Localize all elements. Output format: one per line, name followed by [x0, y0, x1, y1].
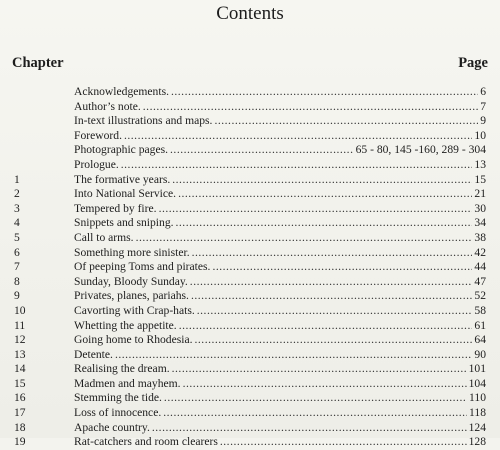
chapter-title: Stemming the tide. [74, 391, 162, 405]
page-number: 90 [474, 347, 486, 361]
chapter-title: In-text illustrations and maps. [74, 114, 213, 128]
chapter-title: Apache country. [74, 420, 150, 434]
chapter-title: Loss of innocence. [74, 406, 162, 420]
chapter-title: Going home to Rhodesia. [74, 333, 193, 347]
chapter-title: Sunday, Bloody Sunday. [74, 274, 188, 288]
page-number: 34 [474, 216, 486, 230]
toc-entry [0, 304, 500, 319]
chapter-number: 15 [14, 376, 26, 390]
chapter-title: Into National Service. [74, 187, 177, 201]
chapter-title: Madmen and mayhem. [74, 376, 181, 390]
toc-entry [0, 333, 500, 348]
toc-entry-line [74, 173, 486, 188]
page-number: 42 [474, 245, 486, 259]
toc-entry [0, 275, 500, 290]
toc-entry [0, 202, 500, 217]
chapter-number: 17 [14, 406, 26, 420]
toc-entry-line [74, 435, 486, 450]
page-number: 101 [468, 362, 486, 376]
toc-entry-line [74, 246, 486, 261]
chapter-title: Of peeping Toms and pirates. [74, 260, 211, 274]
chapter-number: 1 [14, 172, 20, 186]
dot-leader [163, 406, 467, 421]
page-number: 124 [468, 420, 486, 434]
chapter-number: 13 [14, 347, 26, 361]
toc-entry [0, 231, 500, 246]
chapter-number: 11 [14, 318, 26, 332]
chapter-number: 12 [14, 333, 26, 347]
toc-entry-line [74, 319, 486, 334]
toc-entry [0, 377, 500, 392]
dot-leader [190, 275, 473, 290]
chapter-number: 6 [14, 245, 20, 259]
toc-entry [0, 260, 500, 275]
page-number: 30 [474, 201, 486, 215]
toc-entry-line [74, 348, 486, 363]
toc-entry [0, 362, 500, 377]
toc-entry-line [74, 289, 486, 304]
chapter-number: 4 [14, 216, 20, 230]
toc-entry-line [74, 260, 486, 275]
dot-leader [115, 348, 472, 363]
chapter-number: 9 [14, 289, 20, 303]
chapter-title: Privates, planes, pariahs. [74, 289, 189, 303]
toc-entry [0, 289, 500, 304]
dot-leader [172, 173, 472, 188]
toc-entry-line [74, 362, 486, 377]
chapter-column-header: Chapter [12, 55, 64, 71]
toc-entry-line [74, 391, 486, 406]
toc-entry [0, 246, 500, 261]
toc-entry-line [74, 143, 486, 158]
dot-leader [179, 319, 473, 334]
page-number: 61 [474, 318, 486, 332]
toc-entry-line [74, 129, 486, 144]
chapter-title: Something more sinister. [74, 245, 190, 259]
chapter-number: 14 [14, 362, 26, 376]
chapter-number: 2 [14, 187, 20, 201]
page-number: 44 [474, 260, 486, 274]
chapter-number: 18 [14, 420, 26, 434]
dot-leader [124, 129, 472, 144]
toc-entry-line [74, 114, 486, 129]
page-number: 38 [474, 230, 486, 244]
chapter-title: Photographic pages. [74, 143, 169, 157]
toc-entry-line [74, 406, 486, 421]
chapter-title: Cavorting with Crap-hats. [74, 303, 195, 317]
toc-entry-line [74, 304, 486, 319]
chapter-number: 8 [14, 274, 20, 288]
toc-entry [0, 421, 500, 436]
toc-entry [0, 348, 500, 363]
chapter-title: Foreword. [74, 128, 122, 142]
dot-leader [183, 377, 467, 392]
toc-entry [0, 319, 500, 334]
page-number: 104 [468, 376, 486, 390]
chapter-number: 5 [14, 230, 20, 244]
chapter-number: 10 [14, 303, 26, 317]
chapter-title: Call to arms. [74, 230, 134, 244]
toc-entry [0, 129, 500, 144]
toc-entry [0, 158, 500, 173]
toc-entry-line [74, 216, 486, 231]
page-number: 47 [474, 274, 486, 288]
chapter-title: Tempered by fire. [74, 201, 157, 215]
toc-entry [0, 100, 500, 115]
dot-leader [164, 391, 467, 406]
toc-entry [0, 406, 500, 421]
dot-leader [176, 216, 473, 231]
chapter-number: 16 [14, 391, 26, 405]
chapter-number: 19 [14, 435, 26, 449]
page-number: 13 [474, 157, 486, 171]
toc-entry-line [74, 85, 486, 100]
toc-entry [0, 85, 500, 100]
toc-entry-line [74, 202, 486, 217]
dot-leader [192, 246, 473, 261]
dot-leader [159, 202, 473, 217]
toc-entry [0, 143, 500, 158]
toc-entry [0, 216, 500, 231]
chapter-title: Author’s note. [74, 99, 141, 113]
toc-entry-line [74, 158, 486, 173]
chapter-title: Prologue. [74, 157, 119, 171]
toc-entry-line [74, 377, 486, 392]
dot-leader [197, 304, 473, 319]
dot-leader [195, 333, 473, 348]
table-of-contents [0, 85, 500, 450]
dot-leader [178, 187, 472, 202]
chapter-title: Realising the dream. [74, 362, 170, 376]
toc-entry-line [74, 333, 486, 348]
dot-leader [191, 289, 472, 304]
page-number: 10 [474, 128, 486, 142]
page-number: 7 [480, 99, 486, 113]
dot-leader [136, 231, 473, 246]
toc-entry [0, 391, 500, 406]
page-number: 21 [474, 187, 486, 201]
toc-entry-line [74, 231, 486, 246]
page-title: Contents [216, 3, 284, 24]
toc-entry-line [74, 421, 486, 436]
page-number: 128 [468, 435, 486, 449]
toc-entry-line [74, 100, 486, 115]
dot-leader [214, 114, 478, 129]
page-number: 9 [480, 114, 486, 128]
toc-entry-line [74, 275, 486, 290]
page-number: 15 [474, 172, 486, 186]
page-number: 65 - 80, 145 -160, 289 - 304 [355, 143, 486, 157]
chapter-number: 3 [14, 201, 20, 215]
toc-entry [0, 435, 500, 450]
toc-entry [0, 187, 500, 202]
chapter-title: Whetting the appetite. [74, 318, 177, 332]
page-number: 52 [474, 289, 486, 303]
chapter-title: Snippets and sniping. [74, 216, 174, 230]
page-number: 58 [474, 303, 486, 317]
toc-entry-line [74, 187, 486, 202]
chapter-title: The formative years. [74, 172, 171, 186]
chapter-title: Detente. [74, 347, 113, 361]
page-column-header: Page [458, 55, 488, 71]
toc-entry [0, 173, 500, 188]
toc-entry [0, 114, 500, 129]
page-number: 118 [469, 406, 486, 420]
dot-leader [143, 100, 478, 115]
dot-leader [121, 158, 473, 173]
dot-leader [172, 362, 467, 377]
chapter-title: Acknowledgements. [74, 85, 169, 98]
dot-leader [171, 85, 478, 100]
page-number: 64 [474, 333, 486, 347]
dot-leader [170, 143, 354, 158]
page-number: 110 [469, 391, 486, 405]
dot-leader [212, 260, 472, 275]
chapter-title: Rat-catchers and room clearers [74, 435, 218, 449]
chapter-number: 7 [14, 260, 20, 274]
dot-leader [152, 421, 467, 436]
dot-leader [220, 435, 467, 450]
page-number: 6 [480, 85, 486, 98]
